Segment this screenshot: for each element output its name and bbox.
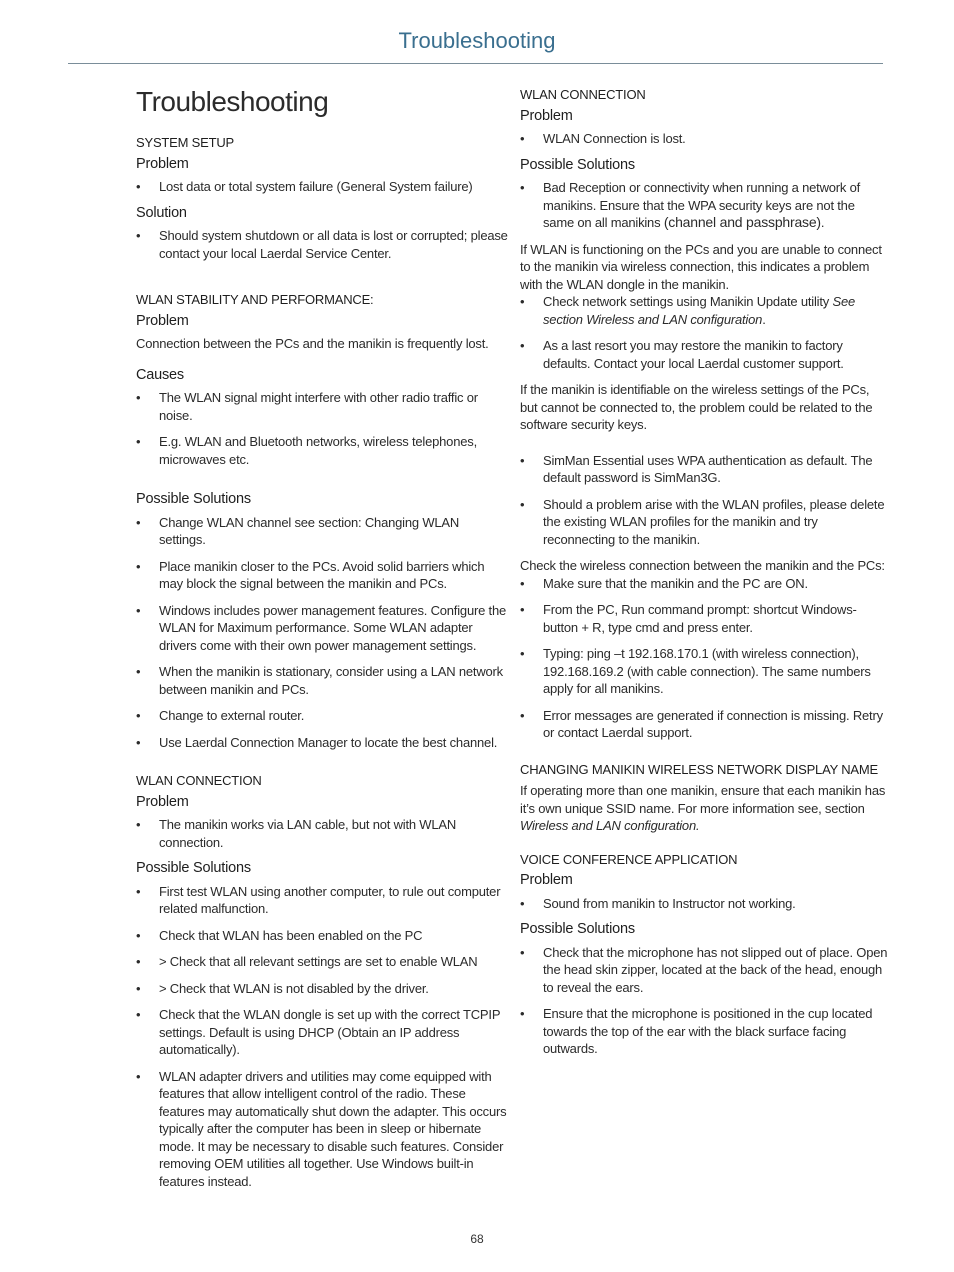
solution-list: [136, 227, 508, 262]
problem-text: Connection between the PCs and the manikin is frequently lost.: [136, 336, 489, 351]
list-item-text: Check network settings using Manikin Update utility: [543, 294, 833, 309]
list-item: • Use Laerdal Connection Manager to locate the best channel.: [136, 734, 508, 752]
list-item: • When the manikin is stationary, consider using a LAN network between manikin and PCs.: [136, 663, 508, 698]
left-column: [136, 80, 508, 1199]
bullet-list: [520, 452, 888, 549]
section-heading-voice-conference: VOICE CONFERENCE APPLICATION: [520, 851, 738, 867]
list-item: • > Check that all relevant settings are set to enable WLAN: [136, 953, 508, 971]
header-divider: [68, 63, 883, 64]
list-item: • The manikin works via LAN cable, but not with WLAN connection.: [136, 816, 508, 851]
section-heading-wlan-stability: WLAN STABILITY AND PERFORMANCE:: [136, 292, 374, 307]
list-item: • SimMan Essential uses WPA authentication as default. The default password is SimMan3G.: [520, 452, 888, 487]
list-item: • Check that the microphone has not slipped out of place. Open the head skin zipper, located at the back of the head, enough to reveal the ears.: [520, 944, 888, 997]
right-column: [520, 80, 888, 1067]
list-item: • WLAN adapter drivers and utilities may come equipped with features that allow intelligent control of the radio. These features may automatically shut down the adapter. This occurs typically after the computer has been in sleep or hibernate mode. It may be necessary to disable such features. Consider removing OEM utilities all together. Use Windows built-in features instead.: [136, 1068, 508, 1191]
section-heading-wlan-connection: WLAN CONNECTION: [520, 87, 646, 102]
list-item: [520, 179, 888, 232]
list-item: • Ensure that the microphone is positioned in the cup located towards the top of the ear with the black surface facing outwards.: [520, 1005, 888, 1058]
list-item-end: .: [762, 311, 766, 327]
running-header-title: Troubleshooting: [398, 28, 556, 53]
list-item: • Place manikin closer to the PCs. Avoid solid barriers which may block the signal between the manikin and PCs.: [136, 558, 508, 593]
list-item: • Check that the WLAN dongle is set up with the correct TCPIP settings. Default is using DHCP (Obtain an IP address automatically).: [136, 1006, 508, 1059]
subheading-possible-solutions: Possible Solutions: [136, 860, 251, 876]
solutions-list: [136, 883, 508, 1191]
list-item: • From the PC, Run command prompt: shortcut Windows-button + R, type cmd and press enter.: [520, 601, 888, 636]
list-item: • Change to external router.: [136, 707, 508, 725]
list-item: • Typing: ping –t 192.168.170.1 (with wireless connection), 192.168.169.2 (with cable connection). The same numbers apply for all manikins.: [520, 645, 888, 698]
section-heading-display-name: CHANGING MANIKIN WIRELESS NETWORK DISPLAY NAME: [520, 761, 878, 777]
list-item: • E.g. WLAN and Bluetooth networks, wireless telephones, microwaves etc.: [136, 433, 508, 468]
solutions-list: [520, 179, 888, 232]
list-item-end: .: [820, 215, 825, 230]
paragraph: If WLAN is functioning on the PCs and you are unable to connect to the manikin via wireless connection, this indicates a problem with the WLAN dongle in the manikin.: [520, 241, 882, 292]
solutions-list: [136, 514, 508, 752]
paragraph: If the manikin is identifiable on the wireless settings of the PCs, but cannot be connected to, the problem could be related to the software security keys.: [520, 382, 873, 432]
solutions-list: [520, 944, 888, 1058]
list-item-text: Bad Reception or connectivity when running a network of manikins. Ensure that the WPA security keys are not the same on all manikins: [543, 180, 861, 230]
list-item: • Should system shutdown or all data is lost or corrupted; please contact your local Laerdal Service Center.: [136, 227, 508, 262]
paragraph-text: If operating more than one manikin, ensure that each manikin has it’s own unique SSID name. For more information see, section: [520, 783, 886, 816]
list-item: • The WLAN signal might interfere with other radio traffic or noise.: [136, 389, 508, 424]
problem-list: [520, 895, 888, 913]
subheading-causes: Causes: [136, 366, 184, 383]
list-item: • First test WLAN using another computer, to rule out computer related malfunction.: [136, 883, 508, 918]
subheading-problem: Problem: [520, 872, 573, 888]
problem-list: [520, 130, 888, 148]
list-item: • Make sure that the manikin and the PC are ON.: [520, 575, 888, 593]
subheading-problem: Problem: [136, 793, 189, 810]
list-item-reference: See section Wireless and LAN configuration: [543, 294, 855, 327]
list-item: • Error messages are generated if connection is missing. Retry or contact Laerdal support.: [520, 707, 888, 742]
page-title: Troubleshooting: [136, 86, 329, 117]
paragraph: Check the wireless connection between the manikin and the PCs:: [520, 558, 885, 573]
bullet-list: [520, 575, 888, 742]
section-heading-system-setup: SYSTEM SETUP: [136, 135, 235, 150]
bullet-list: [520, 293, 888, 372]
list-item: • Change WLAN channel see section: Changing WLAN settings.: [136, 514, 508, 549]
list-item: • As a last resort you may restore the manikin to factory defaults. Contact your local Laerdal customer support.: [520, 337, 888, 372]
subheading-possible-solutions: Possible Solutions: [520, 156, 635, 173]
subheading-possible-solutions: Possible Solutions: [136, 491, 251, 507]
subheading-problem: Problem: [136, 312, 189, 329]
list-item: • Sound from manikin to Instructor not working.: [520, 895, 888, 913]
list-item: • Should a problem arise with the WLAN profiles, please delete the existing WLAN profiles for the manikin and try reconnecting to the manikin.: [520, 496, 888, 549]
subheading-problem: Problem: [136, 155, 189, 172]
subheading-solution: Solution: [136, 204, 187, 221]
subheading-problem: Problem: [520, 107, 573, 124]
list-item-emphasis: (channel and passphrase): [663, 214, 821, 230]
problem-list: [136, 816, 508, 851]
list-item: [520, 293, 888, 328]
causes-list: [136, 389, 508, 468]
list-item: • Windows includes power management features. Configure the WLAN for Maximum performance. Some WLAN adapter drivers come with their own power management settings.: [136, 602, 508, 655]
section-heading-wlan-connection: WLAN CONNECTION: [136, 773, 262, 788]
paragraph: [520, 782, 888, 835]
subheading-possible-solutions: Possible Solutions: [520, 921, 635, 937]
problem-list: [136, 178, 508, 196]
list-item: • Check that WLAN has been enabled on the PC: [136, 927, 508, 945]
list-item: • > Check that WLAN is not disabled by the driver.: [136, 980, 508, 998]
list-item: • WLAN Connection is lost.: [520, 130, 888, 148]
list-item: • Lost data or total system failure (General System failure): [136, 178, 508, 196]
page-number: 68: [470, 1232, 484, 1246]
paragraph-reference: Wireless and LAN configuration.: [520, 818, 700, 833]
